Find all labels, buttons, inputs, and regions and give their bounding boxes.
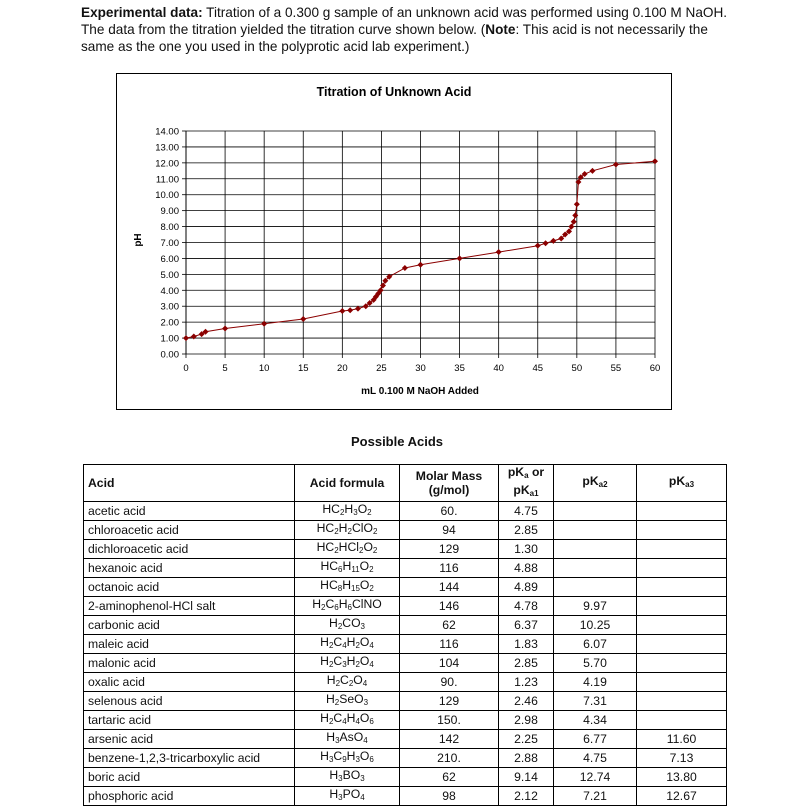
cell-acid: chloroacetic acid — [84, 521, 295, 540]
cell-pka2: 5.70 — [554, 654, 637, 673]
cell-pka1: 9.14 — [499, 768, 554, 787]
cell-formula: $HC_8H_{15}O_2$ — [295, 578, 400, 597]
y-tick-label: 13.00 — [155, 142, 179, 154]
cell-pka3: 12.67 — [637, 787, 727, 806]
cell-pka3 — [637, 692, 727, 711]
table-header-row — [84, 465, 727, 502]
data-point — [652, 158, 658, 164]
data-point — [535, 243, 541, 249]
cell-pka2: 6.07 — [554, 635, 637, 654]
cell-formula: $H_3PO_4$ — [295, 787, 400, 806]
cell-pka2 — [554, 540, 637, 559]
y-tick-label: 11.00 — [155, 174, 179, 186]
cell-pka2 — [554, 578, 637, 597]
table-row — [84, 768, 727, 787]
data-point — [183, 335, 189, 341]
cell-pka1: 2.98 — [499, 711, 554, 730]
cell-formula: $H_2C_4H_4O_6$ — [295, 711, 400, 730]
x-tick-label: 30 — [415, 363, 426, 374]
table-row — [84, 711, 727, 730]
header-formula-label: Acid formula — [309, 476, 385, 490]
y-tick-label: 1.00 — [160, 333, 179, 345]
table-row — [84, 673, 727, 692]
cell-formula: $HC_2H_3O_2$ — [295, 502, 400, 521]
cell-pka1: 4.75 — [499, 502, 554, 521]
cell-acid: benzene-1,2,3-tricarboxylic acid — [84, 749, 295, 768]
cell-molar-mass: 116 — [400, 635, 499, 654]
header-pka2-label: $pK_{a2}$ — [582, 474, 608, 489]
table-row — [84, 654, 727, 673]
chart-svg — [117, 74, 671, 409]
cell-pka3: 13.80 — [637, 768, 727, 787]
cell-acid: boric acid — [84, 768, 295, 787]
cell-pka2: 7.31 — [554, 692, 637, 711]
header-acid — [84, 465, 295, 502]
y-tick-label: 6.00 — [160, 253, 179, 265]
x-tick-label: 0 — [183, 363, 189, 374]
cell-formula: $H_2C_2O_4$ — [295, 673, 400, 692]
cell-pka3 — [637, 559, 727, 578]
data-point — [300, 316, 306, 322]
cell-pka1: 2.25 — [499, 730, 554, 749]
table-row — [84, 540, 727, 559]
cell-pka1: 2.12 — [499, 787, 554, 806]
cell-acid: maleic acid — [84, 635, 295, 654]
cell-pka3 — [637, 711, 727, 730]
y-tick-label: 0.00 — [160, 349, 179, 361]
table-row — [84, 559, 727, 578]
table-row — [84, 749, 727, 768]
cell-acid: tartaric acid — [84, 711, 295, 730]
cell-pka2: 10.25 — [554, 616, 637, 635]
cell-pka1: 2.85 — [499, 521, 554, 540]
table-row — [84, 616, 727, 635]
cell-acid: selenous acid — [84, 692, 295, 711]
table-row — [84, 635, 727, 654]
cell-pka1: 1.83 — [499, 635, 554, 654]
cell-formula: $H_3BO_3$ — [295, 768, 400, 787]
cell-molar-mass: 98 — [400, 787, 499, 806]
chart-title: Titration of Unknown Acid — [316, 85, 472, 99]
header-acid-label: Acid — [88, 476, 115, 490]
possible-acids-table — [83, 464, 727, 806]
cell-formula: $H_2C_3H_2O_4$ — [295, 654, 400, 673]
cell-pka3 — [637, 654, 727, 673]
y-tick-label: 4.00 — [160, 285, 179, 297]
cell-pka2: 4.19 — [554, 673, 637, 692]
intro-paragraph — [81, 4, 741, 55]
data-point — [402, 265, 408, 271]
cell-molar-mass: 104 — [400, 654, 499, 673]
cell-pka2: 12.74 — [554, 768, 637, 787]
cell-pka3 — [637, 616, 727, 635]
x-tick-label: 20 — [337, 363, 348, 374]
y-tick-label: 10.00 — [155, 190, 179, 202]
data-point — [543, 240, 549, 246]
y-tick-label: 5.00 — [160, 269, 179, 281]
cell-pka1: 2.88 — [499, 749, 554, 768]
cell-formula: $HC_6H_{11}O_2$ — [295, 559, 400, 578]
cell-pka3 — [637, 597, 727, 616]
table-row — [84, 521, 727, 540]
x-tick-label: 60 — [649, 363, 661, 374]
intro-text-2: : This acid is not necessarily the same as the one you used in the polyprotic acid lab experiment.) — [81, 22, 708, 54]
cell-molar-mass: 90. — [400, 673, 499, 692]
cell-molar-mass: 129 — [400, 540, 499, 559]
header-pka1 — [499, 465, 554, 502]
cell-pka1: 1.30 — [499, 540, 554, 559]
table-body — [84, 502, 727, 806]
cell-pka1: 2.85 — [499, 654, 554, 673]
cell-molar-mass: 144 — [400, 578, 499, 597]
cell-acid: malonic acid — [84, 654, 295, 673]
x-tick-label: 45 — [532, 363, 544, 374]
header-pka3 — [637, 465, 727, 502]
table-row — [84, 502, 727, 521]
cell-acid: oxalic acid — [84, 673, 295, 692]
y-axis-label: pH — [133, 233, 144, 247]
cell-pka1: 4.88 — [499, 559, 554, 578]
cell-pka1: 4.89 — [499, 578, 554, 597]
cell-acid: hexanoic acid — [84, 559, 295, 578]
cell-molar-mass: 150. — [400, 711, 499, 730]
cell-pka2: 6.77 — [554, 730, 637, 749]
data-point — [261, 321, 267, 327]
note-label: Note — [485, 22, 516, 37]
x-tick-label: 10 — [258, 363, 270, 374]
cell-acid: phosphoric acid — [84, 787, 295, 806]
data-point — [574, 201, 580, 207]
y-tick-label: 14.00 — [155, 126, 179, 138]
x-tick-label: 25 — [376, 363, 387, 374]
header-molar-mass — [400, 465, 499, 502]
cell-acid: acetic acid — [84, 502, 295, 521]
data-point — [339, 308, 345, 314]
y-tick-label: 2.00 — [160, 317, 179, 329]
cell-pka3: 7.13 — [637, 749, 727, 768]
cell-formula: $H_3AsO_4$ — [295, 730, 400, 749]
table-row — [84, 730, 727, 749]
x-tick-label: 40 — [493, 363, 504, 374]
cell-pka3 — [637, 635, 727, 654]
cell-molar-mass: 146 — [400, 597, 499, 616]
cell-pka1: 4.78 — [499, 597, 554, 616]
cell-pka2: 7.21 — [554, 787, 637, 806]
x-axis-label: mL 0.100 M NaOH Added — [361, 386, 479, 397]
cell-formula: $HC_2H_2ClO_2$ — [295, 521, 400, 540]
data-point — [496, 249, 502, 255]
intro-text-1: Titration of a 0.300 g sample of an unknown acid was performed using 0.100 M NaOH. The data from the titration yielded the titration curve shown below. ( — [81, 5, 728, 37]
cell-pka3 — [637, 673, 727, 692]
cell-pka2 — [554, 559, 637, 578]
x-tick-label: 35 — [454, 363, 465, 374]
cell-formula: $H_2SeO_3$ — [295, 692, 400, 711]
table-title: Possible Acids — [351, 434, 443, 449]
cell-pka3 — [637, 540, 727, 559]
cell-pka2: 4.34 — [554, 711, 637, 730]
cell-formula: $H_2C_4H_2O_4$ — [295, 635, 400, 654]
data-point — [191, 333, 197, 339]
cell-pka3 — [637, 521, 727, 540]
data-point — [222, 326, 228, 332]
cell-acid: arsenic acid — [84, 730, 295, 749]
cell-molar-mass: 62 — [400, 768, 499, 787]
cell-pka3: 11.60 — [637, 730, 727, 749]
grid — [182, 131, 655, 358]
data-point — [572, 212, 578, 218]
cell-acid: 2-aminophenol-HCl salt — [84, 597, 295, 616]
y-tick-label: 8.00 — [160, 222, 179, 234]
intro-label: Experimental data: — [81, 5, 203, 20]
cell-pka1: 2.46 — [499, 692, 554, 711]
titration-chart — [116, 73, 672, 410]
cell-pka2: 4.75 — [554, 749, 637, 768]
cell-acid: octanoic acid — [84, 578, 295, 597]
table-row — [84, 597, 727, 616]
header-pka1-label: $pK_a$ or $pK_{a1}$ — [507, 465, 545, 498]
cell-pka2 — [554, 502, 637, 521]
data-point — [613, 161, 619, 167]
header-pka3-label: $pK_{a3}$ — [668, 474, 695, 489]
x-tick-label: 55 — [610, 363, 622, 374]
header-molar-mass-label: Molar Mass (g/mol) — [415, 469, 483, 497]
table-row — [84, 692, 727, 711]
cell-formula: $H_3C_9H_3O_6$ — [295, 749, 400, 768]
x-tick-label: 5 — [222, 363, 228, 374]
header-pka2 — [554, 465, 637, 502]
y-tick-label: 9.00 — [160, 206, 179, 218]
cell-molar-mass: 94 — [400, 521, 499, 540]
data-point — [550, 238, 556, 244]
cell-molar-mass: 116 — [400, 559, 499, 578]
x-tick-label: 50 — [571, 363, 583, 374]
cell-molar-mass: 142 — [400, 730, 499, 749]
cell-pka2: 9.97 — [554, 597, 637, 616]
cell-pka2 — [554, 521, 637, 540]
cell-molar-mass: 210. — [400, 749, 499, 768]
table-row — [84, 578, 727, 597]
cell-acid: dichloroacetic acid — [84, 540, 295, 559]
cell-molar-mass: 62 — [400, 616, 499, 635]
y-tick-label: 12.00 — [155, 158, 179, 170]
data-point — [589, 168, 595, 174]
cell-pka3 — [637, 502, 727, 521]
cell-acid: carbonic acid — [84, 616, 295, 635]
table-row — [84, 787, 727, 806]
cell-pka3 — [637, 578, 727, 597]
cell-formula: $H_2CO_3$ — [295, 616, 400, 635]
data-point — [457, 255, 463, 261]
cell-pka1: 6.37 — [499, 616, 554, 635]
cell-formula: $HC_2HCl_2O_2$ — [295, 540, 400, 559]
header-formula — [295, 465, 400, 502]
data-point — [418, 262, 424, 268]
cell-pka1: 1.23 — [499, 673, 554, 692]
y-tick-label: 7.00 — [160, 238, 179, 249]
x-tick-label: 15 — [297, 363, 309, 374]
cell-molar-mass: 60. — [400, 502, 499, 521]
data-point — [347, 307, 353, 313]
y-tick-label: 3.00 — [160, 301, 179, 313]
tick-labels — [155, 127, 660, 375]
cell-formula: $H_2C_6H_6ClNO$ — [295, 597, 400, 616]
cell-molar-mass: 129 — [400, 692, 499, 711]
